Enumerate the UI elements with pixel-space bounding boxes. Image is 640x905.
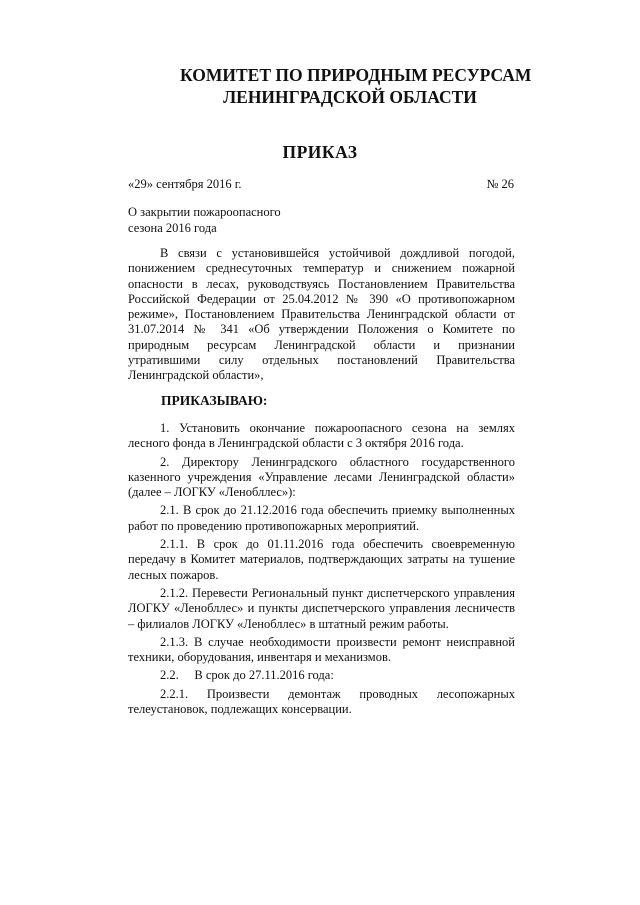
order-item: 1. Установить окончание пожароопасного сезона на землях лесного фонда в Ленинградской области с 3 октября 2016 года. — [128, 421, 515, 451]
order-item: 2.2.1. Произвести демонтаж проводных лесопожарных телеустановок, подлежащих консервации. — [128, 686, 515, 717]
order-items — [128, 421, 515, 720]
order-item: 2.2. В срок до 27.11.2016 года: — [160, 668, 334, 683]
order-item: 2. Директору Ленинградского областного государственного казенного учреждения «Управление лесами Ленинградской области» (далее – ЛОГКУ «Ленобллес»): — [128, 454, 515, 500]
order-item: 2.1.1. В срок до 01.11.2016 года обеспечить своевременную передачу в Комитет материалов, подтверждающих затраты на тушение лесных пожаров. — [128, 537, 515, 582]
order-subject — [128, 204, 328, 236]
organization-line-2: ЛЕНИНГРАДСКОЙ ОБЛАСТИ — [223, 87, 477, 107]
order-heading: ПРИКАЗЫВАЮ: — [161, 393, 268, 408]
document-type-title: ПРИКАЗ — [282, 142, 358, 162]
preamble-paragraph: В связи с установившейся устойчивой дождливой погодой, понижением среднесуточных температур и снижением пожарной опасности в лесах, руководствуясь Постановлением Правительства Российской Федерации от 25.04.2012 № 390 «О противопожарном режиме», Постановлением Правительства Ленинградской области от 31.07.2014 № 341 «Об утверждении Положения о Комитете по природным ресурсам Ленинградской области и признании утратившими силу отдельных постановлений Правительства Ленинградской области», — [128, 246, 515, 383]
order-date: «29» сентября 2016 г. — [128, 177, 242, 191]
organization-name — [180, 64, 532, 108]
organization-line-1: КОМИТЕТ ПО ПРИРОДНЫМ РЕСУРСАМ — [180, 65, 532, 85]
order-item: 2.1. В срок до 21.12.2016 года обеспечить приемку выполненных работ по проведению противопожарных мероприятий. — [128, 503, 515, 533]
order-item: 2.1.3. В случае необходимости произвести ремонт неисправной техники, оборудования, инвентаря и механизмов. — [128, 634, 515, 665]
subject-line-1: О закрытии пожароопасного — [128, 205, 281, 219]
date-number-line — [128, 177, 514, 192]
subject-line-2: сезона 2016 года — [128, 221, 217, 235]
order-number: № 26 — [486, 177, 514, 191]
order-item: 2.1.2. Перевести Региональный пункт диспетчерского управления ЛОГКУ «Ленобллес» и пункты диспетчерского управления лесничеств – филиалов ЛОГКУ «Ленобллес» в штатный режим работы. — [128, 585, 515, 631]
